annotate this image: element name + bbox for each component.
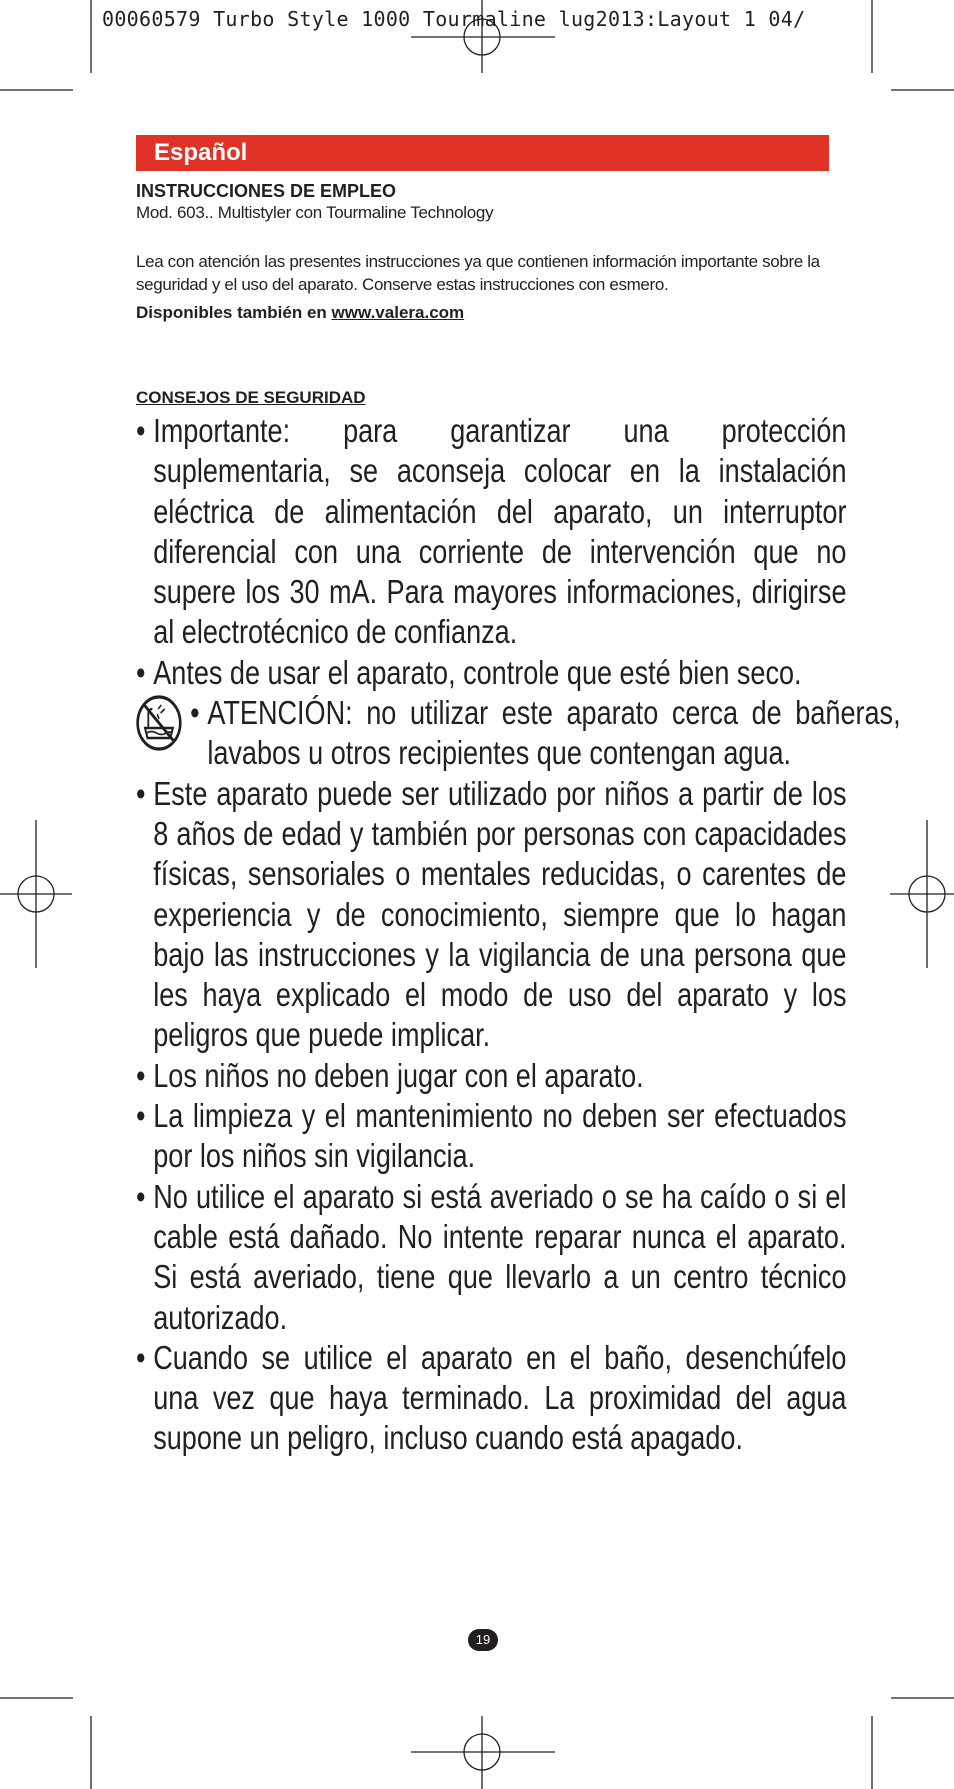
bullet: • bbox=[136, 1056, 146, 1094]
bullet: • bbox=[136, 412, 146, 449]
list-item bbox=[136, 1096, 846, 1177]
list-item-text: Importante: para garantizar una protección suplementaria, se aconseja colocar en la instalación eléctrica de alimentación del aparato, un interruptor diferencial con una corriente de intervención que no supere los 30 mA. Para mayores informaciones, dirigirse al electrotécnico de confianza. bbox=[153, 412, 847, 651]
list-item-text: La limpieza y el mantenimiento no deben ser efectuados por los niños sin vigilancia. bbox=[153, 1097, 847, 1175]
list-item bbox=[136, 1177, 846, 1338]
list-item bbox=[136, 1338, 846, 1459]
availability-prefix: Disponibles también en bbox=[136, 303, 327, 322]
safety-heading: CONSEJOS DE SEGURIDAD bbox=[136, 388, 366, 407]
print-slug: 00060579 Turbo Style 1000 Tourmaline lug2013:Layout 1 04/ bbox=[102, 7, 806, 31]
list-item bbox=[136, 1056, 846, 1096]
list-item-text: Este aparato puede ser utilizado por niños a partir de los 8 años de edad y también por personas con capacidades físicas, sensoriales o mentales reducidas, o carentes de experiencia y de conocimiento, siempre que lo hagan bajo las instrucciones y la vigilancia de una persona que les haya explicado el modo de uso del aparato y los peligros que puede implicar. bbox=[153, 774, 847, 1054]
bullet: • bbox=[136, 1097, 146, 1135]
list-item bbox=[136, 774, 846, 1056]
list-item-text: Los niños no deben jugar con el aparato. bbox=[153, 1056, 644, 1094]
list-item bbox=[136, 411, 846, 653]
list-item-text: No utilice el aparato si está averiado o se ha caído o si el cable está dañado. No intente reparar nunca el aparato. Si está averiado, tiene que llevarlo a un centro técnico autorizado. bbox=[153, 1177, 847, 1336]
language-header: Español bbox=[136, 135, 829, 171]
list-item-text: ATENCIÓN: no utilizar este aparato cerca de bañeras, lavabos u otros recipientes que contengan agua. bbox=[207, 694, 901, 772]
no-water-bath-icon bbox=[134, 693, 188, 753]
instruction-page bbox=[136, 135, 901, 1459]
bullet: • bbox=[136, 1338, 146, 1376]
list-item-text: Cuando se utilice el aparato en el baño, desenchúfelo una vez que haya terminado. La proximidad del agua supone un peligro, incluso cuando está apagado. bbox=[153, 1338, 847, 1457]
bullet: • bbox=[190, 694, 200, 732]
website-link[interactable]: www.valera.com bbox=[331, 303, 465, 322]
availability-line bbox=[136, 302, 829, 324]
list-item bbox=[136, 653, 846, 693]
bullet: • bbox=[136, 774, 146, 812]
bullet: • bbox=[136, 653, 146, 691]
list-item-text: Antes de usar el aparato, controle que esté bien seco. bbox=[153, 653, 802, 691]
intro-paragraph: Lea con atención las presentes instrucciones ya que contienen información importante sobre la seguridad y el uso del aparato. Conserve estas instrucciones con esmero. bbox=[136, 252, 820, 294]
list-item-warning bbox=[136, 693, 901, 774]
model-line: Mod. 603.. Multistyler con Tourmaline Technology bbox=[136, 203, 494, 222]
page-number: 19 bbox=[468, 1629, 498, 1651]
bullet: • bbox=[136, 1177, 146, 1215]
safety-list bbox=[136, 411, 901, 1459]
document-title: INSTRUCCIONES DE EMPLEO bbox=[136, 181, 397, 201]
